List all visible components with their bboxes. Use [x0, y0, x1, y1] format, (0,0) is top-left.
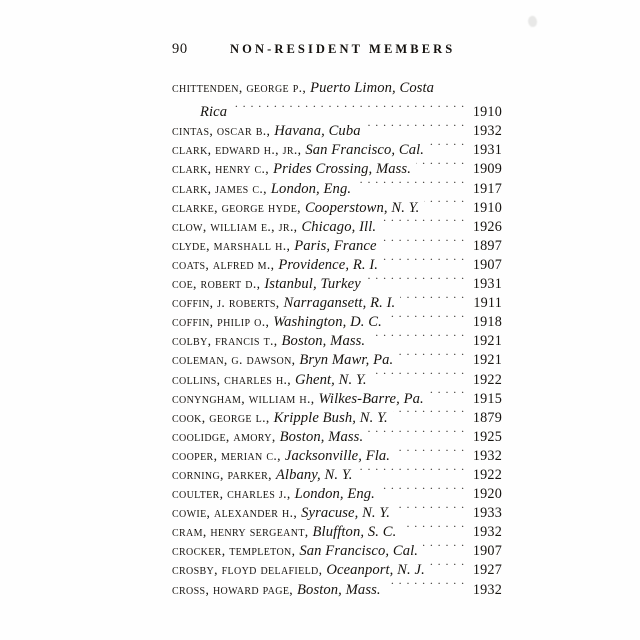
entry-line [172, 384, 502, 407]
leader-dots [358, 460, 466, 479]
member-entry [172, 97, 502, 121]
entry-line [172, 479, 502, 503]
member-name: clow, william e., jr., [172, 218, 298, 234]
leader-dots [368, 422, 465, 441]
election-year: 1910 [472, 104, 502, 121]
leader-dots [380, 479, 465, 498]
member-entry [172, 173, 502, 197]
election-year: 1909 [472, 161, 502, 178]
member-name: clarke, george hyde, [172, 199, 301, 215]
leader-dots [398, 345, 465, 364]
leader-dots [383, 250, 465, 269]
election-year: 1922 [472, 371, 502, 388]
running-head-title: NON-RESIDENT MEMBERS [230, 42, 456, 56]
member-entry [172, 288, 502, 312]
member-entry [172, 250, 502, 273]
member-entry [172, 116, 502, 140]
entry-line [172, 212, 502, 235]
election-year: 1931 [472, 276, 502, 293]
member-location: Istanbul, Turkey [264, 276, 361, 293]
member-location: San Francisco, Cal. [305, 142, 425, 159]
member-location: Bryn Mawr, Pa. [299, 352, 394, 369]
election-year: 1918 [472, 314, 502, 331]
leader-dots [395, 498, 465, 517]
member-location: San Francisco, Cal. [299, 543, 419, 560]
member-location: Cooperstown, N. Y. [304, 199, 420, 216]
entry-line [172, 135, 502, 159]
election-year: 1926 [472, 218, 502, 235]
member-location: Chicago, Ill. [301, 218, 377, 235]
entry-line [172, 307, 502, 331]
member-location: Boston, Mass. [281, 333, 366, 350]
entry-line [172, 326, 502, 350]
entry-line [172, 97, 502, 121]
member-name: clyde, marshall h., [172, 237, 291, 253]
member-location: Boston, Mass. [279, 428, 364, 445]
page-number: 90 [172, 41, 188, 57]
member-entry [172, 422, 502, 445]
member-location: Ghent, N. Y. [295, 371, 367, 388]
leader-dots [401, 517, 465, 536]
member-name: coe, robert d., [172, 276, 261, 292]
entry-line [172, 288, 502, 312]
member-name: corning, parker, [172, 466, 272, 482]
member-location: Washington, D. C. [273, 314, 382, 331]
member-name: clark, henry c., [172, 161, 270, 177]
member-location: Wilkes-Barre, Pa. [318, 390, 424, 407]
member-location: Rica [200, 104, 228, 121]
leader-dots [381, 212, 465, 231]
entry-line [172, 441, 502, 464]
member-entry [172, 441, 502, 464]
leader-dots [393, 403, 465, 422]
entry-line [172, 422, 502, 445]
member-location: Puerto Limon, Costa [310, 80, 435, 96]
member-entry [172, 517, 502, 541]
election-year: 1932 [472, 447, 502, 464]
leader-dots [416, 154, 465, 173]
member-location: Boston, Mass. [297, 581, 381, 598]
election-year: 1920 [472, 486, 502, 503]
election-year: 1921 [472, 352, 502, 369]
entry-line [172, 78, 502, 97]
entry-line [172, 154, 502, 178]
member-entry [172, 193, 502, 216]
election-year: 1921 [472, 333, 502, 350]
leader-dots [424, 193, 465, 212]
member-entry [172, 460, 502, 483]
election-year: 1925 [472, 428, 502, 445]
election-year: 1932 [472, 581, 502, 598]
member-name: cram, henry sergeant, [172, 524, 309, 540]
member-location: Jacksonville, Fla. [284, 447, 391, 464]
election-year: 1932 [472, 524, 502, 541]
member-name: chittenden, george p., [172, 80, 307, 95]
member-entry [172, 479, 502, 503]
leader-dots [395, 441, 465, 460]
member-location: Providence, R. I. [278, 256, 379, 273]
member-entry [172, 78, 502, 97]
entry-line [172, 345, 502, 369]
leader-dots [429, 135, 465, 154]
member-entry [172, 154, 502, 178]
election-year: 1879 [472, 409, 502, 426]
member-name: coleman, g. dawson, [172, 352, 296, 368]
entry-line [172, 364, 502, 388]
election-year: 1917 [472, 180, 502, 197]
member-location: Kripple Bush, N. Y. [273, 409, 388, 426]
member-entry [172, 555, 502, 579]
leader-dots [232, 97, 465, 116]
member-name: crosby, floyd delafield, [172, 562, 323, 578]
entry-line [172, 250, 502, 273]
member-name: clark, edward h., jr., [172, 142, 302, 158]
member-location: London, Eng. [270, 180, 352, 197]
member-entry [172, 345, 502, 369]
member-location: Oceanport, N. J. [326, 562, 425, 579]
member-entry [172, 574, 502, 598]
election-year: 1933 [472, 505, 502, 522]
member-entry [172, 498, 502, 522]
member-name: cowie, alexander h., [172, 505, 298, 521]
member-name: crocker, templeton, [172, 543, 296, 559]
member-name: clark, james c., [172, 180, 267, 196]
leader-dots [356, 173, 465, 192]
leader-dots [386, 574, 465, 593]
election-year: 1907 [472, 543, 502, 560]
leader-dots [429, 384, 465, 403]
election-year: 1922 [472, 466, 502, 483]
election-year: 1897 [472, 237, 502, 254]
member-entry [172, 326, 502, 350]
entry-line [172, 116, 502, 140]
entry-line [172, 193, 502, 216]
member-name: coffin, j. roberts, [172, 295, 280, 311]
member-name: cooper, merian c., [172, 447, 281, 463]
member-entry [172, 384, 502, 407]
member-name: cross, howard page, [172, 581, 294, 597]
member-name: coffin, philip o., [172, 314, 270, 330]
election-year: 1910 [472, 199, 502, 216]
member-entry [172, 231, 502, 254]
leader-dots [372, 364, 465, 383]
leader-dots [430, 555, 465, 574]
leader-dots [400, 288, 465, 307]
entry-line [172, 574, 502, 598]
member-name: collins, charles h., [172, 371, 292, 387]
leader-dots [382, 231, 465, 250]
entry-line [172, 498, 502, 522]
entry-line [172, 555, 502, 579]
election-year: 1927 [472, 562, 502, 579]
entry-line [172, 173, 502, 197]
member-name: colby, francis t., [172, 333, 278, 349]
member-location: Syracuse, N. Y. [301, 505, 391, 522]
member-entry [172, 403, 502, 426]
member-entry [172, 269, 502, 293]
member-entry [172, 212, 502, 235]
election-year: 1931 [472, 142, 502, 159]
leader-dots [387, 307, 465, 326]
leader-dots [370, 326, 465, 345]
leader-dots [366, 116, 465, 135]
election-year: 1907 [472, 256, 502, 273]
entry-line [172, 403, 502, 426]
member-location: Havana, Cuba [274, 123, 361, 140]
member-name: conyngham, william h., [172, 390, 315, 406]
election-year: 1932 [472, 123, 502, 140]
entry-line [172, 517, 502, 541]
election-year: 1915 [472, 390, 502, 407]
leader-dots [423, 536, 465, 555]
election-year: 1911 [473, 295, 502, 312]
running-head [172, 41, 502, 61]
member-name: coats, alfred m., [172, 256, 275, 272]
member-entry [172, 135, 502, 159]
entry-line [172, 460, 502, 483]
member-location: Bluffton, S. C. [312, 524, 397, 541]
member-name: coolidge, amory, [172, 428, 276, 444]
member-name: cintas, oscar b., [172, 123, 271, 139]
member-entry [172, 307, 502, 331]
member-location: Paris, France [294, 237, 377, 254]
scan-smudge-artifact [526, 15, 538, 29]
member-entry [172, 536, 502, 560]
member-name: coulter, charles j., [172, 486, 291, 502]
member-location: Prides Crossing, Mass. [273, 161, 411, 178]
entry-line [172, 269, 502, 293]
member-location: Narragansett, R. I. [283, 295, 396, 312]
member-entry-list [172, 78, 502, 598]
member-location: Albany, N. Y. [275, 466, 353, 483]
entry-line [172, 536, 502, 560]
member-name: cook, george l., [172, 409, 270, 425]
member-location: London, Eng. [294, 486, 375, 503]
leader-dots [366, 269, 465, 288]
member-entry [172, 364, 502, 388]
entry-line [172, 231, 502, 254]
